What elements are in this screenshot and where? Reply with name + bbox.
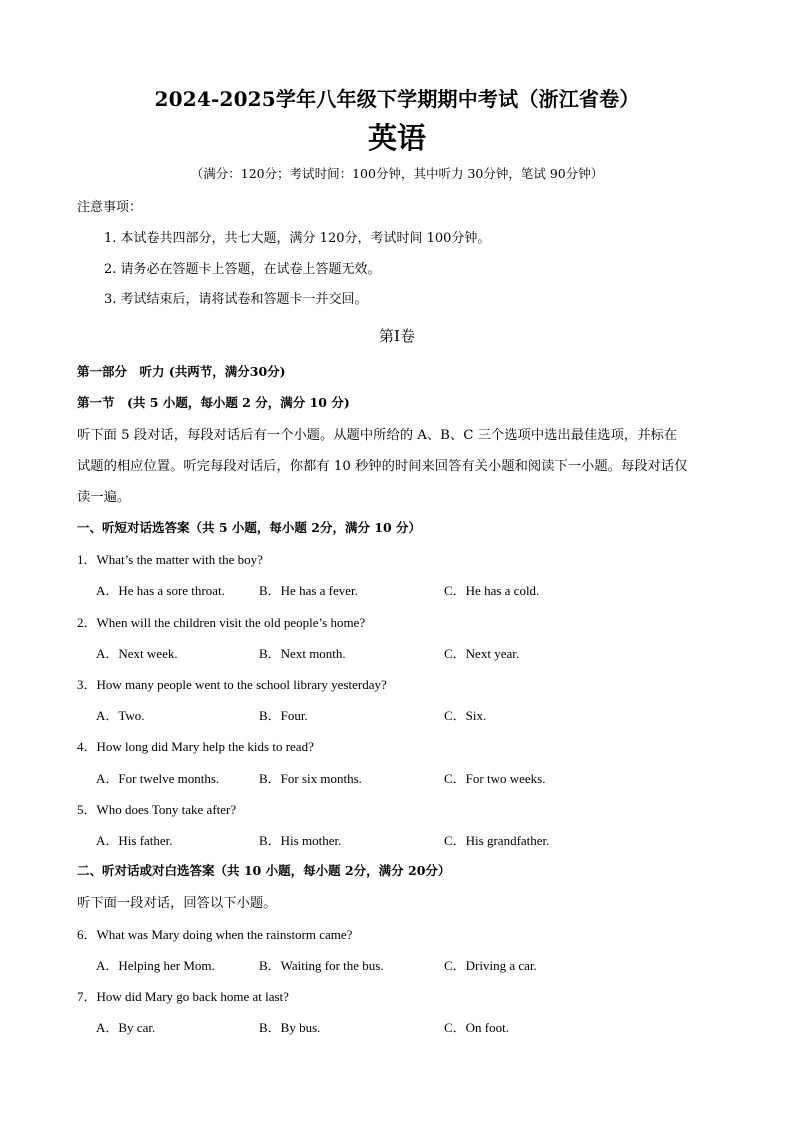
instruction-line: 读一遍。 (77, 490, 131, 505)
option-b: B．Waiting for the bus. (259, 958, 384, 973)
volume-label: 第I卷 (379, 327, 415, 345)
notes-title: 注意事项： (77, 200, 143, 215)
option-a: A．For twelve months. (96, 771, 220, 786)
option-a: A．Helping her Mom. (96, 958, 215, 973)
subject-title: 英语 (367, 121, 426, 155)
option-c: C．He has a cold. (444, 583, 540, 598)
question: 3．How many people went to the school library yesterday? (77, 677, 387, 692)
question: 4．How long did Mary help the kids to read? (77, 739, 314, 754)
exam-title: 2024-2025学年八年级下学期期中考试（浙江省卷） (154, 87, 640, 111)
option-c: C．Next year. (444, 646, 520, 661)
exam-meta: （满分：120分；考试时间：100分钟，其中听力 30分钟，笔试 90分钟） (190, 166, 604, 181)
section-b-heading: 二、听对话或对白选答案（共 10 小题，每小题 2分，满分 20分） (77, 863, 451, 878)
option-c: C．His grandfather. (444, 833, 550, 848)
question: 7．How did Mary go back home at last? (77, 989, 289, 1004)
option-b: B．His mother. (259, 833, 342, 848)
section-b-intro: 听下面一段对话，回答以下小题。 (77, 896, 277, 911)
instruction-line: 试题的相应位置。听完每段对话后，你都有 10 秒钟的时间来回答有关小题和阅读下一小题。每段对话仅 (77, 459, 688, 474)
question: 2．When will the children visit the old people’s home? (77, 615, 366, 630)
note-item: 1. 本试卷共四部分，共七大题，满分 120分，考试时间 100分钟。 (104, 231, 491, 246)
option-a: A．By car. (96, 1020, 156, 1035)
option-a: A．He has a sore throat. (96, 583, 225, 598)
question: 6．What was Mary doing when the rainstorm came? (77, 927, 353, 942)
option-b: B．Four. (259, 708, 308, 723)
question: 1．What’s the matter with the boy? (77, 552, 263, 567)
option-a: A．Two. (96, 708, 145, 723)
section-heading: 第一节 (共 5 小题，每小题 2 分，满分 10 分) (77, 395, 350, 410)
option-c: C．On foot. (444, 1020, 510, 1035)
option-b: B．By bus. (259, 1020, 321, 1035)
note-item: 3. 考试结束后，请将试卷和答题卡一并交回。 (104, 292, 368, 307)
note-item: 2. 请务必在答题卡上答题，在试卷上答题无效。 (104, 262, 381, 277)
part-heading: 第一部分 听力 (共两节，满分30分) (77, 364, 286, 379)
option-c: C．Six. (444, 708, 487, 723)
option-a: A．His father. (96, 833, 173, 848)
question: 5．Who does Tony take after? (77, 802, 237, 817)
section-a-heading: 一、听短对话选答案（共 5 小题，每小题 2分，满分 10 分） (77, 520, 422, 535)
option-a: A．Next week. (96, 646, 178, 661)
option-b: B．He has a fever. (259, 583, 358, 598)
option-b: B．For six months. (259, 771, 362, 786)
option-b: B．Next month. (259, 646, 346, 661)
option-c: C．Driving a car. (444, 958, 537, 973)
option-c: C．For two weeks. (444, 771, 546, 786)
instruction-line: 听下面 5 段对话，每段对话后有一个小题。从题中所给的 A、B、C 三个选项中选出最佳选项，并标在 (77, 428, 678, 443)
